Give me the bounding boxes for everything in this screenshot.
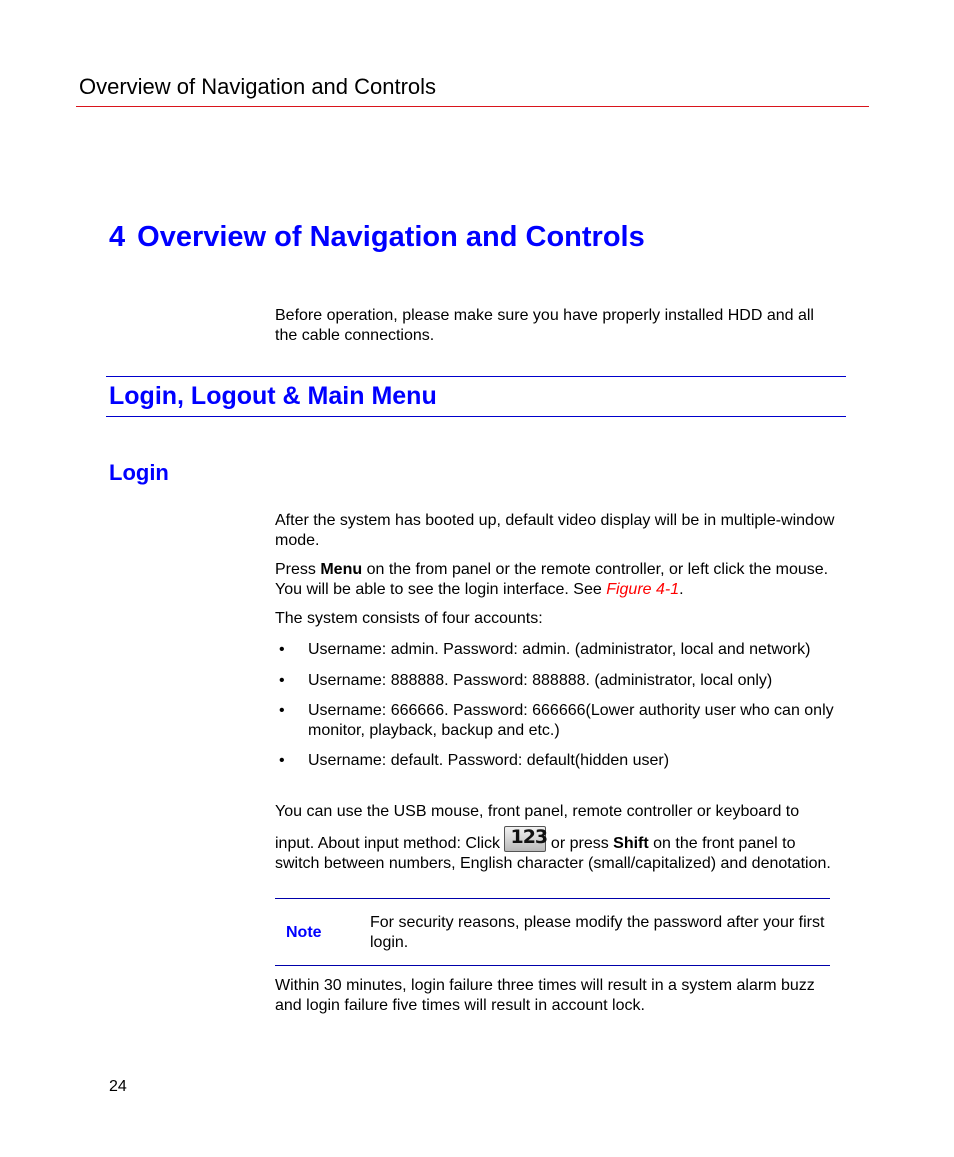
accounts-list <box>275 640 840 771</box>
chapter-title <box>109 221 645 254</box>
header-rule <box>76 106 869 107</box>
subsection-title: Login <box>109 460 169 485</box>
account-text: Username: 666666. Password: 666666(Lower authority user who can only monitor, playback, backup and etc.) <box>308 702 834 739</box>
paragraph-menu <box>275 560 840 599</box>
section-rule-bottom <box>106 416 846 417</box>
text: or press <box>546 835 614 852</box>
page-number: 24 <box>109 1078 127 1095</box>
paragraph-input-line1: You can use the USB mouse, front panel, remote controller or keyboard to <box>275 803 800 820</box>
text: on the from panel or the remote controller, or left click the mouse. You will be able to see the login interface. See <box>275 561 829 598</box>
text: input. About input method: Click <box>275 835 505 852</box>
paragraph-boot: After the system has booted up, default video display will be in multiple-window mode. <box>275 512 835 549</box>
text: . <box>679 580 684 598</box>
menu-keyword: Menu <box>320 561 363 578</box>
paragraph-accounts-intro: The system consists of four accounts: <box>275 610 543 627</box>
chapter-number: 4 <box>109 221 126 253</box>
account-text: Username: 888888. Password: 888888. (administrator, local only) <box>308 671 773 689</box>
bullet-icon: • <box>279 702 285 719</box>
paragraph-input <box>275 826 840 873</box>
icon-label: 123 <box>510 826 548 848</box>
shift-keyword: Shift <box>613 835 649 852</box>
chapter-title-text: Overview of Navigation and Controls <box>137 221 645 253</box>
paragraph-login-failure: Within 30 minutes, login failure three times will result in a system alarm buzz and login failure five times will result in account lock. <box>275 977 815 1014</box>
list-item <box>275 671 840 691</box>
account-text: Username: default. Password: default(hidden user) <box>308 752 670 769</box>
text: Press <box>275 561 321 578</box>
note-box <box>275 898 830 966</box>
section-rule-top <box>106 376 846 377</box>
running-header: Overview of Navigation and Controls <box>79 74 437 99</box>
account-text: Username: admin. Password: admin. (administrator, local and network) <box>308 641 811 658</box>
list-item <box>275 751 840 771</box>
section-title: Login, Logout & Main Menu <box>109 382 437 410</box>
bullet-icon: • <box>279 671 285 689</box>
note-label: Note <box>286 924 322 941</box>
note-text: For security reasons, please modify the password after your first login. <box>370 914 825 951</box>
bullet-icon: • <box>279 752 285 769</box>
bullet-icon: • <box>279 641 285 658</box>
text: on the front panel to switch between numbers, English character (small/capitalized) and denotation. <box>275 835 831 872</box>
figure-link[interactable]: Figure 4-1 <box>606 580 680 598</box>
list-item <box>275 701 840 740</box>
intro-paragraph: Before operation, please make sure you have properly installed HDD and all the cable connections. <box>275 307 814 344</box>
input-method-123-icon[interactable] <box>504 826 546 852</box>
list-item <box>275 640 840 660</box>
